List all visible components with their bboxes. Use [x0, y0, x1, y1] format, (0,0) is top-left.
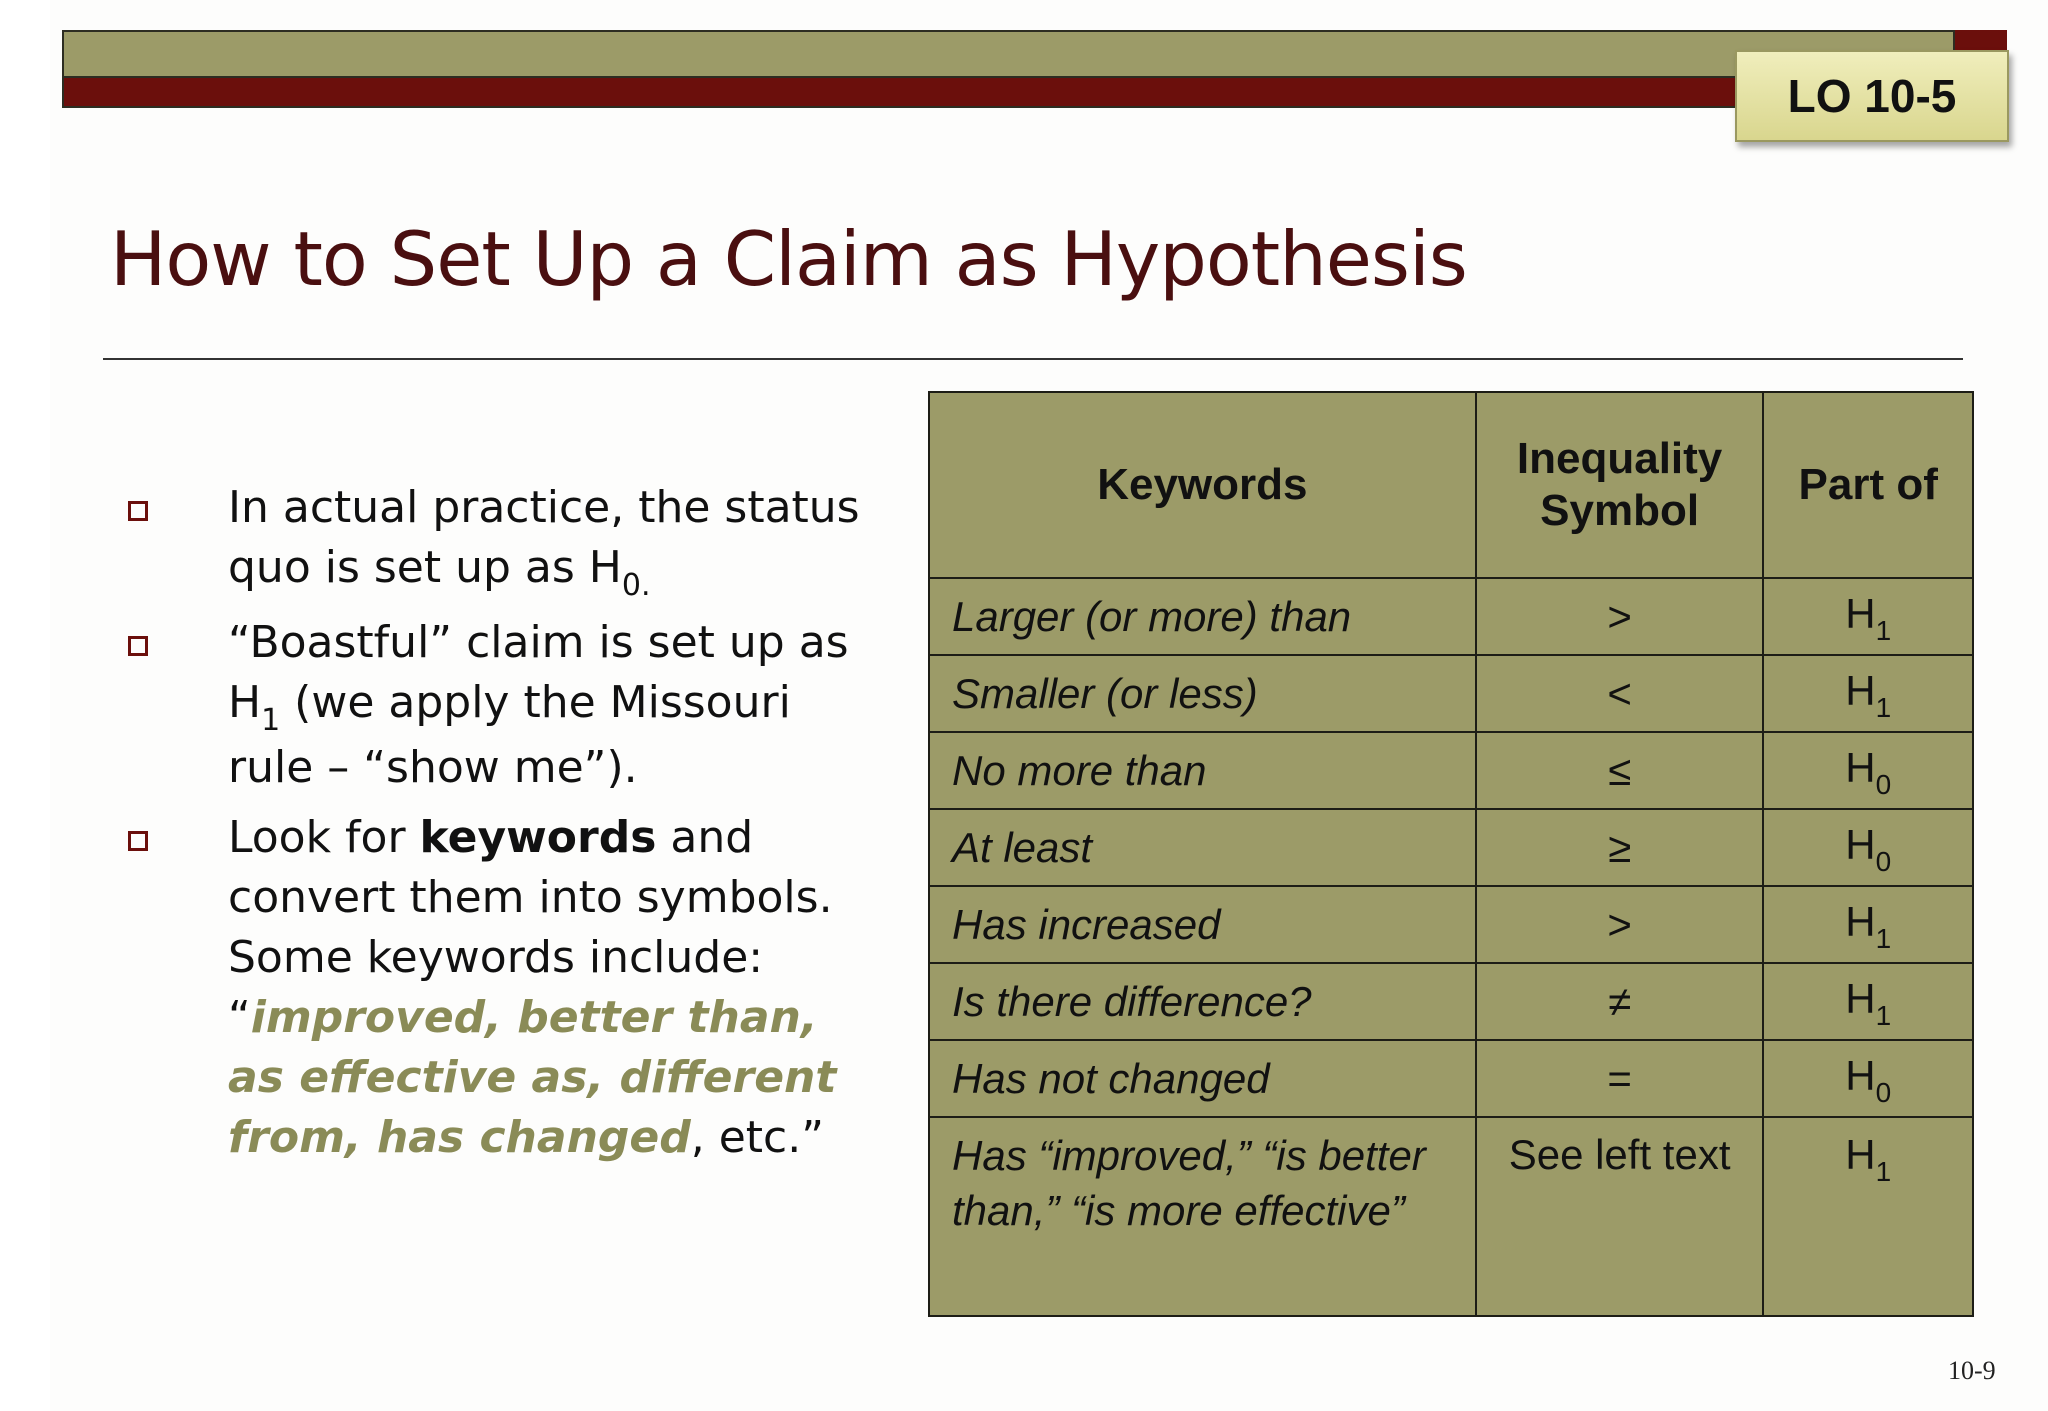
hypothesis-subscript: 0: [1875, 846, 1892, 877]
part-cell: [1763, 578, 1973, 655]
keyword-cell: Smaller (or less): [929, 655, 1476, 732]
page-number: 10-9: [1948, 1356, 1996, 1385]
bullet-text: Look for: [228, 812, 420, 863]
part-cell: [1763, 1040, 1973, 1117]
part-cell: [1763, 886, 1973, 963]
bold-keyword: keywords: [419, 812, 657, 863]
keyword-cell: No more than: [929, 732, 1476, 809]
title-divider: [103, 358, 1963, 360]
bullet-item: [128, 478, 888, 603]
keyword-cell: At least: [929, 809, 1476, 886]
table-row: [929, 886, 1973, 963]
slide-title: How to Set Up a Claim as Hypothesis: [110, 215, 1467, 303]
hypothesis-letter: H: [1845, 1052, 1876, 1099]
learning-objective-badge: LO 10-5: [1735, 50, 2009, 142]
bullet-text: “Boastful” claim is set up as H: [228, 617, 849, 728]
header-band-olive: [62, 30, 1955, 78]
header-part-of: Part of: [1763, 392, 1973, 578]
symbol-cell: ≤: [1476, 732, 1764, 809]
hypothesis-subscript: 1: [1875, 923, 1892, 954]
header-band-maroon: [62, 78, 1955, 108]
hypothesis-letter: H: [1845, 667, 1876, 714]
bullet-text: In actual practice, the status quo is set up as H: [228, 482, 860, 593]
keyword-cell: Has “improved,” “is better than,” “is more effective”: [929, 1117, 1476, 1316]
table-row: [929, 578, 1973, 655]
hypothesis-subscript: 1: [1875, 1156, 1892, 1187]
symbol-cell: <: [1476, 655, 1764, 732]
symbol-cell: =: [1476, 1040, 1764, 1117]
hypothesis-subscript: 1: [1875, 692, 1892, 723]
part-cell: [1763, 809, 1973, 886]
square-bullet-icon: [128, 831, 148, 851]
keyword-examples: improved, better than, as effective as, different from, has changed: [228, 992, 837, 1163]
table-row: [929, 963, 1973, 1040]
hypothesis-letter: H: [1845, 590, 1876, 637]
header-keywords: Keywords: [929, 392, 1476, 578]
symbol-cell: >: [1476, 886, 1764, 963]
hypothesis-subscript: 1: [1875, 615, 1892, 646]
bullet-item: [128, 613, 888, 798]
bullet-text: and convert them into symbols. Some keywords include: “: [228, 812, 833, 1043]
keywords-table: [928, 391, 1974, 1317]
subscript: 0.: [621, 568, 651, 603]
symbol-cell: >: [1476, 578, 1764, 655]
symbol-cell: ≠: [1476, 963, 1764, 1040]
table-row: [929, 655, 1973, 732]
bullet-text: (we apply the Missouri rule – “show me”).: [228, 677, 791, 793]
header-inequality-label: Inequality Symbol: [1516, 434, 1723, 535]
keyword-cell: Larger (or more) than: [929, 578, 1476, 655]
slide-margin: [0, 0, 50, 1411]
bullet-list: [128, 478, 888, 1178]
hypothesis-letter: H: [1845, 821, 1876, 868]
part-cell: [1763, 732, 1973, 809]
symbol-cell: ≥: [1476, 809, 1764, 886]
table-row: [929, 809, 1973, 886]
bullet-item: [128, 808, 888, 1168]
square-bullet-icon: [128, 636, 148, 656]
bullet-text: , etc.”: [690, 1112, 825, 1163]
symbol-cell: See left text: [1476, 1117, 1764, 1316]
hypothesis-letter: H: [1845, 744, 1876, 791]
hypothesis-letter: H: [1845, 898, 1876, 945]
keyword-cell: Has increased: [929, 886, 1476, 963]
hypothesis-subscript: 0: [1875, 769, 1892, 800]
keyword-cell: Is there difference?: [929, 963, 1476, 1040]
hypothesis-letter: H: [1845, 1131, 1876, 1178]
part-cell: [1763, 1117, 1973, 1316]
header-inequality-symbol: [1476, 392, 1764, 578]
part-cell: [1763, 963, 1973, 1040]
subscript: 1: [261, 703, 281, 738]
hypothesis-subscript: 1: [1875, 1000, 1892, 1031]
table-header-row: [929, 392, 1973, 578]
part-cell: [1763, 655, 1973, 732]
square-bullet-icon: [128, 501, 148, 521]
hypothesis-subscript: 0: [1875, 1077, 1892, 1108]
table-row: [929, 1117, 1973, 1316]
table-row: [929, 1040, 1973, 1117]
hypothesis-letter: H: [1845, 975, 1876, 1022]
table-row: [929, 732, 1973, 809]
keyword-cell: Has not changed: [929, 1040, 1476, 1117]
